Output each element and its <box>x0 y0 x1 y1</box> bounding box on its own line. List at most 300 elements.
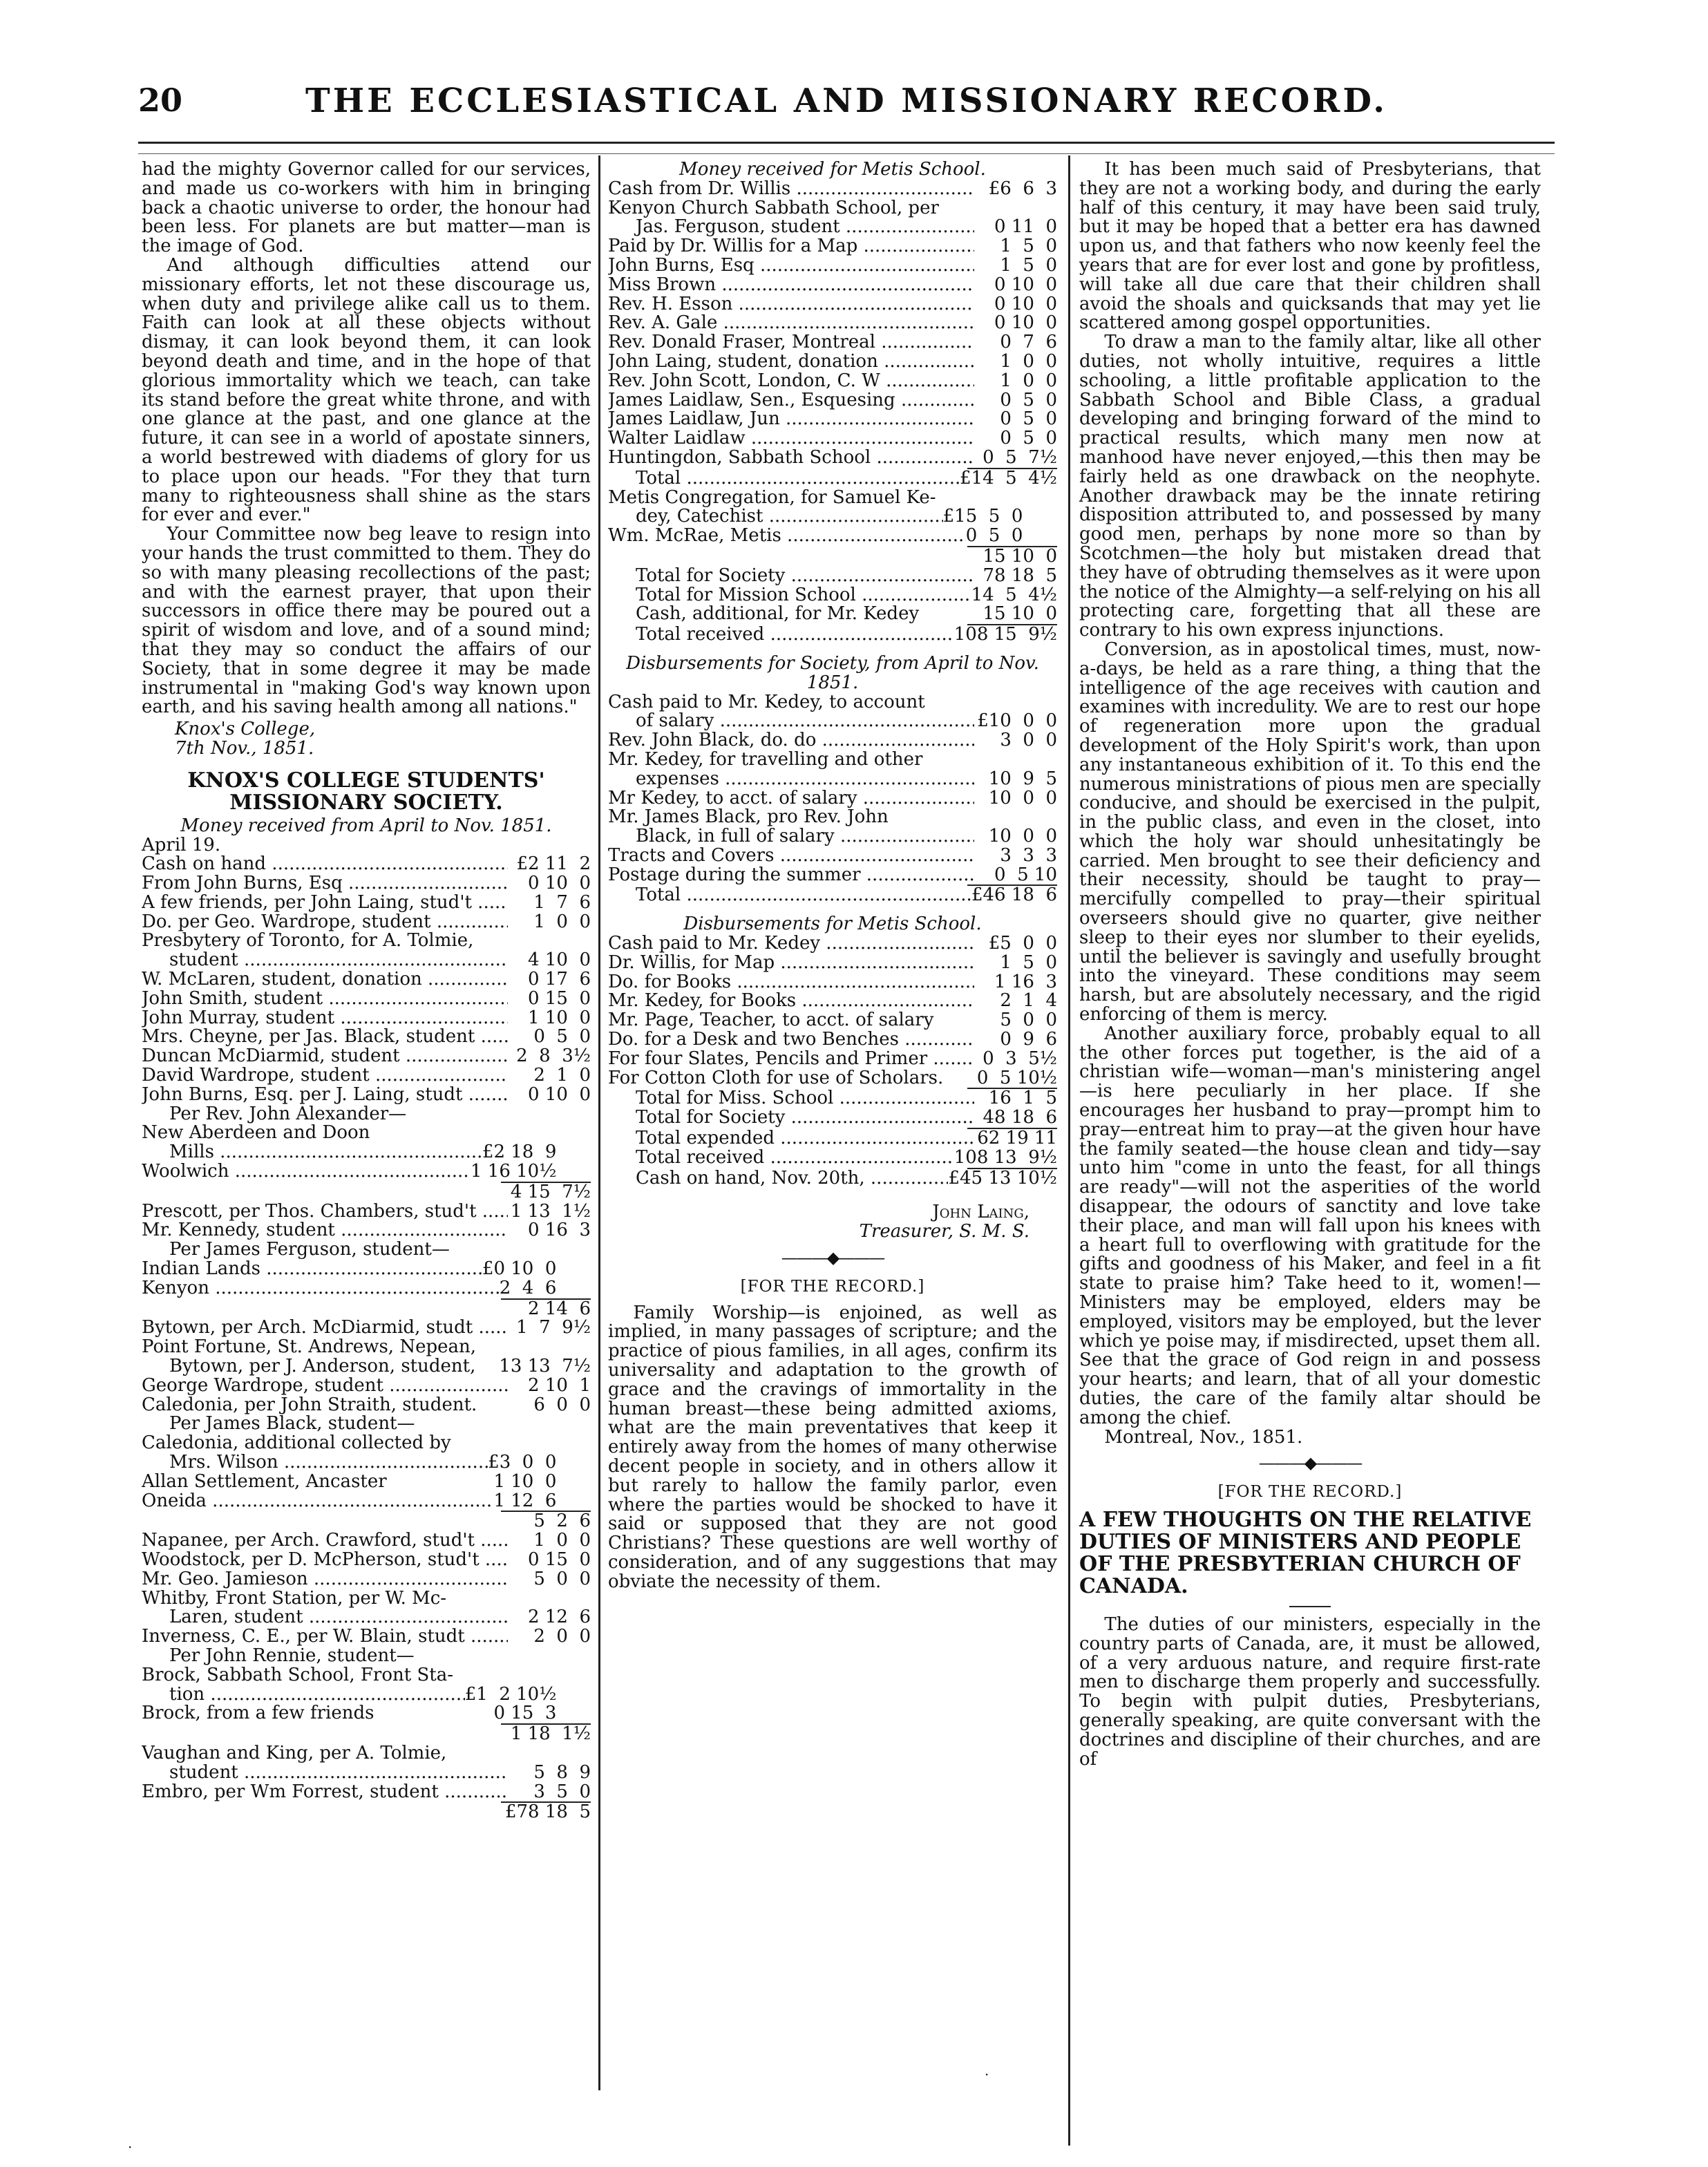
ledger-row <box>142 1666 591 1685</box>
ledger-row <box>142 1492 591 1511</box>
ledger-row <box>608 846 1057 866</box>
ledger-amount: 1 10 0 <box>528 1007 591 1028</box>
ledger-label: Metis Congregation, for Samuel Ke- <box>608 488 936 508</box>
ledger-row <box>142 1570 591 1589</box>
signature-block <box>175 720 591 759</box>
ledger-row <box>608 625 1057 645</box>
ledger-label: John Smith, student ..... <box>142 990 508 1009</box>
ledger-amount: 0 10 0 <box>528 1084 591 1105</box>
running-title: THE ECCLESIASTICAL AND MISSIONARY RECORD. <box>305 82 1387 120</box>
paragraph: Family Worship—is enjoined, as well as implied, in many passages of scripture; and the practice of pious families, in all ages, confirm its universality and adaptation to the growth of grace and the cravings of immortality in the human breast—these being admitted axioms, what are the main preventatives that keep it entirely away from the homes of many otherwise decent people in society, and in others allow it but rarely to hallow the family parlor, even where the parties would be shocked to have it said or supposed that they are not good Christians? These questions are well worthy of consideration, and of any suggestions that may obviate the necessity of them. <box>608 1302 1057 1592</box>
section-subheading: Money received from April to Nov. 1851. <box>180 815 552 836</box>
ledger-label: Mills ..... <box>142 1143 482 1162</box>
ledger-amount: 0 5 0 <box>965 525 1057 547</box>
ledger-row <box>142 1357 591 1376</box>
column-1 <box>142 160 591 1822</box>
ledger-label: student ..... <box>142 951 508 970</box>
header-rule <box>138 142 1555 154</box>
ledger-amount: 0 5 0 <box>1000 428 1057 449</box>
ledger-row <box>142 1221 591 1240</box>
ledger-row <box>142 1240 591 1260</box>
ledger-label: Per James Black, student— <box>169 1414 415 1435</box>
print-mark: · <box>128 2139 133 2155</box>
ledger-amount: 1 7 6 <box>533 891 591 913</box>
ledger-amount: £2 18 9 <box>482 1142 591 1163</box>
ledger-label: Total ..... <box>608 886 971 905</box>
ledger-label: Walter Laidlaw ..... <box>608 429 974 448</box>
paragraph: It has been much said of Presbyterians, that they are not a working body, and during the early half of this century, it may have been said truly, but it may be hoped that a better era has dawned upon us, and that fathers who now keenly feel the years that are for ever lost and gone by profitless, will take all due care that their children shall avoid the shoals and quicksands that may yet lie scattered among gospel opportunities. <box>1079 159 1541 334</box>
ledger-label: For Cotton Cloth for use of Scholars. <box>608 1068 944 1088</box>
ledger-label: Kenyon Church Sabbath School, per <box>608 198 939 218</box>
ledger-amount: 15 10 0 <box>983 545 1057 567</box>
ledger-label: Miss Brown ..... <box>608 276 974 295</box>
ledger-row <box>608 1030 1057 1050</box>
ledger-label: Rev. H. Esson ..... <box>608 295 974 314</box>
ledger-label: Rev. Donald Fraser, Montreal ..... <box>608 333 974 352</box>
ledger-amount: 2 12 6 <box>528 1607 591 1628</box>
column-divider <box>1068 155 1070 2146</box>
ledger-row <box>142 1143 591 1162</box>
ledger-label: Jas. Ferguson, student ..... <box>608 218 974 237</box>
ledger-amount: £6 6 3 <box>988 178 1057 199</box>
ledger-label: Total for Society ..... <box>608 567 974 586</box>
ledger-amount: £45 13 10½ <box>948 1167 1057 1189</box>
ledger-amount: 0 17 6 <box>528 969 591 990</box>
society-disbursements-ledger <box>608 693 1057 906</box>
metis-receipts-ledger <box>608 180 1057 645</box>
for-the-record: [FOR THE RECORD.] <box>1217 1483 1403 1502</box>
ledger-label: Total received ..... <box>608 1148 954 1168</box>
ledger-row <box>608 731 1057 750</box>
ledger-label: Napanee, per Arch. Crawford, stud't ..... <box>142 1531 508 1551</box>
ledger-amount: £10 0 0 <box>977 710 1057 732</box>
ledger-amount: 0 10 0 <box>994 293 1057 314</box>
ledger-label: Mrs. Cheyne, per Jas. Black, student ..... <box>142 1028 508 1047</box>
ledger-row <box>608 866 1057 885</box>
ledger-row <box>608 789 1057 808</box>
ledger-row <box>142 1704 591 1723</box>
ledger-amount: £0 10 0 <box>482 1258 591 1280</box>
ledger-row <box>608 547 1057 567</box>
ledger-amount: 1 13 1½ <box>510 1200 591 1222</box>
ledger-row <box>608 507 1057 527</box>
ledger-label: Embro, per Wm Forrest, student ..... <box>142 1783 508 1802</box>
ledger-amount: 1 10 0 <box>493 1470 591 1492</box>
ledger-row <box>142 1009 591 1028</box>
ledger-label: Woodstock, per D. McPherson, stud't ..... <box>142 1551 508 1570</box>
ledger-label: Inverness, C. E., per W. Blain, studt ..... <box>142 1627 508 1647</box>
ledger-row <box>608 567 1057 586</box>
ledger-row <box>142 1318 591 1338</box>
ledger-amount: 1 0 0 <box>533 1530 591 1551</box>
ledger-row <box>142 1162 591 1182</box>
ledger-label: Dr. Willis, for Map ..... <box>608 954 974 973</box>
ledger-row <box>142 1279 591 1298</box>
ledger-row <box>608 1050 1057 1069</box>
ledger-amount: 13 13 7½ <box>499 1356 591 1377</box>
ledger-row <box>142 1434 591 1453</box>
ledger-amount: £14 5 4½ <box>960 467 1057 489</box>
ledger-row <box>142 1414 591 1434</box>
ledger-amount: 48 18 6 <box>983 1107 1057 1128</box>
ledger-label: Brock, Sabbath School, Front Sta- <box>142 1665 453 1685</box>
ledger-row <box>608 992 1057 1011</box>
ledger-amount: 3 0 0 <box>1000 730 1057 751</box>
ledger-row <box>142 1551 591 1570</box>
ledger-label: Cash on hand, Nov. 20th, ..... <box>608 1169 948 1189</box>
ledger-row <box>142 1066 591 1086</box>
ledger-label: David Wardrope, student ..... <box>142 1066 508 1086</box>
ledger-label: Brock, from a few friends <box>142 1704 374 1724</box>
print-mark: · <box>985 2066 989 2083</box>
column-3 <box>1079 160 1541 1769</box>
ledger-label: James Laidlaw, Sen., Esquesing ..... <box>608 391 974 410</box>
ledger-amount: £3 0 0 <box>488 1452 591 1473</box>
ledger-row <box>608 827 1057 846</box>
ledger-label: Cash, additional, for Mr. Kedey <box>636 605 920 625</box>
ledger-amount: 0 5 0 <box>1000 408 1057 430</box>
ledger-row <box>608 808 1057 827</box>
ledger-row <box>608 1011 1057 1030</box>
ledger-amount: 2 4 6 <box>499 1277 591 1298</box>
ledger-row <box>608 314 1057 333</box>
ledger-amount: 0 5 10 <box>994 864 1057 885</box>
ledger-amount: 6 0 0 <box>533 1394 591 1415</box>
ledger-row <box>142 1531 591 1551</box>
paragraph: had the mighty Governor called for our services, and made us co-workers with him in bringing back a chaotic universe to order, the honour had been less. For planets are but matter—man is the image of God. <box>142 159 591 257</box>
sign-date: 7th Nov., 1851. <box>175 737 314 759</box>
ledger-label: dey, Catechist ..... <box>608 507 943 527</box>
date-line: April 19. <box>142 834 221 855</box>
ledger-label: Mr. James Black, pro Rev. John <box>608 808 889 828</box>
ledger-label: Total ..... <box>608 469 960 489</box>
paragraph: Your Committee now beg leave to resign into your hands the trust committed to them. They do so with many pleasing recollections of the past; and with the earnest prayer, that upon their successors in office there may be poured out a spirit of wisdom and love, and of a sound mind; that they may so conduct the affairs of our Society, that in some degree it may be made instrumental in "making God's way known upon earth, and his saving health among all nations." <box>142 524 591 718</box>
ledger-amount: 78 18 5 <box>983 565 1057 586</box>
ledger-amount: 2 0 0 <box>533 1626 591 1647</box>
ledger-row <box>608 333 1057 352</box>
ledger-row <box>142 1028 591 1047</box>
ledger-row <box>608 712 1057 731</box>
ledger-amount: 0 5 10½ <box>976 1067 1057 1088</box>
ledger-amount: 1 5 0 <box>1000 236 1057 257</box>
ledger-label: Per John Rennie, student— <box>169 1646 415 1666</box>
ledger-label: Do. for Books ..... <box>608 973 974 992</box>
ledger-row <box>608 1089 1057 1108</box>
ledger-row <box>608 199 1057 218</box>
page-number: 20 <box>138 82 183 119</box>
ledger-row <box>142 1744 591 1763</box>
sign-place: Knox's College, <box>175 719 316 740</box>
ledger-label: Postage during the summer ..... <box>608 866 974 885</box>
for-the-record: [FOR THE RECORD.] <box>740 1277 925 1296</box>
ledger-amount: 0 5 0 <box>1000 389 1057 410</box>
section-subheading: Disbursements for Society, from April to Nov. 1851. <box>626 652 1039 693</box>
ornament-rule: ———◆——— <box>1258 1453 1362 1473</box>
ledger-row <box>142 1396 591 1415</box>
ledger-label: James Laidlaw, Jun ..... <box>608 410 974 429</box>
article-heading: A FEW THOUGHTS ON THE RELATIVE DUTIES OF MINISTERS AND PEOPLE OF THE PRESBYTERIAN CHURCH OF CANADA. <box>1079 1507 1532 1598</box>
ledger-amount: 0 15 0 <box>528 987 591 1009</box>
ledger-row <box>608 693 1057 712</box>
ledger-label: Bytown, per Arch. McDiarmid, studt ..... <box>142 1318 508 1338</box>
ledger-label: Bytown, per J. Anderson, student, <box>169 1357 476 1376</box>
ledger-row <box>142 1338 591 1357</box>
ledger-label: Wm. McRae, Metis ..... <box>608 527 966 546</box>
ledger-row <box>142 1470 591 1492</box>
section-subheading: Disbursements for Metis School. <box>683 914 982 935</box>
ledger-row <box>142 931 591 951</box>
ledger-row <box>608 429 1057 448</box>
ledger-label: Kenyon ..... <box>142 1279 500 1298</box>
ledger-row <box>142 1376 591 1396</box>
ledger-label: Mrs. Wilson ..... <box>142 1453 488 1473</box>
column-divider <box>598 155 600 2090</box>
ledger-row <box>608 410 1057 429</box>
ledger-row <box>608 1108 1057 1128</box>
ledger-row <box>608 1169 1057 1189</box>
ledger-label: Allan Settlement, Ancaster <box>142 1472 387 1492</box>
ledger-label: Cash from Dr. Willis ..... <box>608 180 974 199</box>
ledger-amount: 1 0 0 <box>1000 370 1057 391</box>
ledger-label: John Burns, Esq. per J. Laing, studt ..... <box>142 1086 508 1105</box>
ledger-row <box>608 527 1057 546</box>
ledger-label: tion ..... <box>142 1685 465 1705</box>
ledger-label: Do. per Geo. Wardrope, student ..... <box>142 913 508 932</box>
ledger-label: Oneida ..... <box>142 1492 493 1511</box>
ledger-label: Rev. John Scott, London, C. W ..... <box>608 372 974 391</box>
ledger-label: Black, in full of salary ..... <box>608 827 974 846</box>
ledger-label: Per Rev. John Alexander— <box>169 1104 407 1124</box>
ledger-amount: 0 5 7½ <box>983 446 1057 468</box>
ledger-amount: £1 2 10½ <box>464 1683 591 1705</box>
ledger-label: Indian Lands ..... <box>142 1260 482 1279</box>
ledger-row <box>608 295 1057 314</box>
ledger-label: Vaughan and King, per A. Tolmie, <box>142 1743 447 1763</box>
ledger-label: New Aberdeen and Doon <box>142 1124 370 1144</box>
ledger-label: John Laing, student, donation ..... <box>608 352 974 372</box>
ledger-amount: 15 10 0 <box>983 603 1057 625</box>
ledger-amount: 0 10 0 <box>994 274 1057 295</box>
ledger-amount: 1 16 10½ <box>470 1161 591 1182</box>
ledger-row <box>142 1105 591 1124</box>
ledger-row <box>142 1300 591 1319</box>
ledger-label: From John Burns, Esq ..... <box>142 874 508 893</box>
ledger-amount: 0 15 3 <box>493 1703 591 1724</box>
ledger-amount: 1 12 6 <box>493 1490 591 1511</box>
section-subheading: Money received for Metis School. <box>679 159 986 180</box>
ledger-row <box>608 954 1057 973</box>
ledger-row <box>608 469 1057 489</box>
ledger-row <box>608 973 1057 992</box>
ledger-row <box>142 1047 591 1066</box>
ledger-row <box>608 586 1057 605</box>
ledger-label: Tracts and Covers ..... <box>608 846 974 866</box>
ledger-amount: 0 9 6 <box>1000 1029 1057 1050</box>
ledger-amount: 1 18 1½ <box>510 1723 591 1745</box>
ledger-amount: 1 0 0 <box>533 911 591 932</box>
ledger-label: W. McLaren, student, donation ..... <box>142 970 508 990</box>
ledger-row <box>608 256 1057 276</box>
signer-name: John Laing, <box>932 1202 1029 1223</box>
paragraph: And although difficulties attend our missionary efforts, let not these discourage us, when duty and privilege alike call us to them. Faith can look at all these objects without dismay, it can look beyond them, it can look beyond death and time, and in the hope of that glorious immortality which we teach, can take its stand before the great white throne, and with one glance at the past, and one glance at the future, it can see in a world of apostate sinners, a world bestrewed with diadems of glory for us to place upon our heads. "For they that turn many to righteousness shall shine as the stars for ever and ever." <box>142 254 591 526</box>
short-rule <box>1289 1606 1331 1607</box>
ledger-label: Whitby, Front Station, per W. Mc- <box>142 1589 447 1609</box>
ledger-label: Total received ..... <box>608 625 954 645</box>
ledger-amount: 2 10 1 <box>528 1374 591 1396</box>
ledger-amount: £5 0 0 <box>988 933 1057 954</box>
ledger-row <box>142 893 591 913</box>
ledger-row <box>608 605 1057 624</box>
ledger-amount: 0 7 6 <box>1000 332 1057 353</box>
ledger-amount: 2 1 4 <box>1000 990 1057 1012</box>
ledger-amount: 3 5 0 <box>533 1781 591 1802</box>
ledger-amount: 10 0 0 <box>988 787 1057 808</box>
paragraph: The duties of our ministers, especially in the country parts of Canada, are, it must be allowed, of a very arduous nature, and require first-rate men to discharge them properly and successfully. To begin with pulpit duties, Presbyterians, generally speaking, are quite conversant with the doctrines and discipline of their churches, and are of <box>1079 1614 1541 1770</box>
paragraph: Conversion, as in apostolical times, must, now-a-days, be held as a rare thing, a thing that the intelligence of the age receives with caution and examines with incredulity. We are to rest our hope of regeneration more upon the gradual development of the Holy Spirit's work, than upon any instantaneous exhibition of it. To this end the numerous ministrations of pious men are specially conducive, and should be exercised in the pulpit, in the public class, and even in the closet, into which the holy war should unhesitatingly be carried. Men brought to see their deficiency and their necessity, should be taught to pray—mercifully compelled to pray—their spiritual overseers should give no quarter, give neither sleep to their eyes nor slumber to their eyelids, until the believer is savingly and usefully brought into the vineyard. These conditions may seem harsh, but are absolutely necessary, and the rigid enforcing of them is mercy. <box>1079 638 1541 1025</box>
ledger-label: Caledonia, per John Straith, student. <box>142 1395 477 1415</box>
ledger-amount: 0 10 0 <box>994 312 1057 334</box>
ledger-row <box>608 886 1057 905</box>
ledger-row <box>608 934 1057 954</box>
ledger-amount: 1 0 0 <box>1000 350 1057 372</box>
ledger-amount: 4 10 0 <box>528 949 591 971</box>
ledger-label: Cash paid to Mr. Kedey ..... <box>608 934 974 954</box>
ledger-label: Mr Kedey, to acct. of salary ..... <box>608 789 974 808</box>
ledger-row <box>608 391 1057 410</box>
ledger-label: Cash on hand ..... <box>142 855 508 874</box>
ornament-rule: ———◆——— <box>781 1248 884 1268</box>
ledger-amount: 0 3 5½ <box>983 1048 1057 1069</box>
ledger-label: Woolwich ..... <box>142 1162 471 1182</box>
ledger-label: expenses ..... <box>608 770 974 789</box>
ledger-amount: £2 11 2 <box>516 853 591 875</box>
ledger-label: Total expended ..... <box>608 1129 974 1148</box>
column-2 <box>608 160 1057 1592</box>
ledger-amount: 2 8 3½ <box>516 1045 591 1067</box>
ledger-amount: 62 19 11 <box>977 1128 1057 1149</box>
ledger-amount: 14 5 4½ <box>971 584 1057 605</box>
ledger-amount: 0 10 0 <box>528 873 591 894</box>
paragraph: To draw a man to the family altar, like all other duties, not wholly intuitive, requires a little schooling, a little profitable application to the Sabbath School and Bible Class, a gradual developing and bringing forward of the mind to practical results, which many men now at manhood have never enjoyed,—this then may be fairly held as one drawback on the neophyte. Another drawback may be the innate retiring disposition attributed to, and possessed by many good men, perhaps by none more so than by Scotchmen—the holy but mistaken dread that they have of obtruding themselves as it were upon the notice of the Almighty—a self-relying on his all protecting care, forgetting that all these are contrary to his own express injunctions. <box>1079 332 1541 641</box>
ledger-label: Duncan McDiarmid, student ..... <box>142 1047 508 1066</box>
ledger-label: Mr. Geo. Jamieson ..... <box>142 1570 508 1589</box>
ledger-amount: 1 5 0 <box>1000 254 1057 276</box>
ledger-amount: 5 2 6 <box>533 1511 591 1532</box>
ledger-amount: 5 0 0 <box>533 1568 591 1589</box>
ledger-row <box>608 276 1057 295</box>
ledger-amount: 108 13 9½ <box>953 1146 1057 1168</box>
ledger-label: student ..... <box>142 1763 508 1783</box>
ledger-label: of salary ..... <box>608 712 974 731</box>
ledger-row <box>608 770 1057 789</box>
ledger-amount: 1 7 9½ <box>516 1317 591 1338</box>
page-header <box>138 82 1555 130</box>
ledger-amount: 1 16 3 <box>994 971 1057 992</box>
ledger-label: Point Fortune, St. Andrews, Nepean, <box>142 1338 476 1358</box>
ledger-label: Total for Society ..... <box>608 1108 974 1128</box>
ledger-label: John Burns, Esq ..... <box>608 256 974 276</box>
ledger-row <box>608 489 1057 508</box>
ledger-label: A few friends, per John Laing, stud't ..... <box>142 893 508 913</box>
ledger-amount: 2 1 0 <box>533 1065 591 1086</box>
ledger-row <box>608 352 1057 372</box>
dateline: Montreal, Nov., 1851. <box>1104 1426 1303 1448</box>
ledger-amount: 0 11 0 <box>994 216 1057 238</box>
ledger-row <box>608 237 1057 256</box>
receipts-ledger <box>142 855 591 1822</box>
ledger-row <box>142 874 591 893</box>
ledger-label: Total for Miss. School ..... <box>608 1089 974 1108</box>
ledger-amount: 0 16 3 <box>528 1220 591 1241</box>
ledger-label: For four Slates, Pencils and Primer ..... <box>608 1050 974 1069</box>
ledger-row <box>608 448 1057 468</box>
ledger-label: Rev. John Black, do. do ..... <box>608 731 974 750</box>
ledger-label: John Murray, student ..... <box>142 1009 508 1028</box>
ledger-label: Cash paid to Mr. Kedey, to account <box>608 692 925 712</box>
ledger-amount: 0 5 0 <box>533 1026 591 1048</box>
metis-disbursements-ledger <box>608 934 1057 1188</box>
ledger-row <box>142 1627 591 1647</box>
ledger-row <box>142 1647 591 1666</box>
ledger-label: Do. for a Desk and two Benches ..... <box>608 1030 974 1050</box>
ledger-row <box>142 1453 591 1473</box>
ledger-amount: £15 5 0 <box>942 506 1057 527</box>
paragraph: Another auxiliary force, probably equal to all the other forces put together, is the aid of a christian wife—woman—man's ministering angel—is here peculiarly in her place. If she encourages her husband to pray—prompt him to pray—entreat him to pray—at the given hour have the family seated—the house clean and tidy—say unto him "come in unto the feast, for all things are ready"—will not the asperities of the world disappear, the odours of sanctity and love take their place, and man will fall upon his knees with a heart full to overflowing with gratitude for the gifts and goodness of his Maker, and feel in a fit state to praise him? Take heed to it, women!—Ministers may be employed, elders may be employed, visitors may be employed, but the lever which ye poise may, if misdirected, upset them all. See that the grace of God reign in and possess your hearts; and learn, that of all your domestic duties, the care of the family altar should be among the chief. <box>1079 1023 1541 1428</box>
ledger-label: Caledonia, additional collected by <box>142 1434 451 1453</box>
ledger-row <box>608 372 1057 391</box>
ledger-amount: 108 15 9½ <box>953 624 1057 645</box>
ledger-row <box>142 1202 591 1222</box>
ledger-label: Mr. Page, Teacher, to acct. of salary <box>608 1011 934 1031</box>
ledger-amount: 2 14 6 <box>528 1298 591 1319</box>
ledger-amount: 3 3 3 <box>1000 844 1057 866</box>
ledger-row <box>142 913 591 932</box>
ledger-amount: £78 18 5 <box>504 1801 591 1823</box>
ledger-label: Mr. Kedey, for Books ..... <box>608 992 974 1011</box>
ledger-row <box>608 1129 1057 1148</box>
ledger-amount: 16 1 5 <box>988 1088 1057 1109</box>
ledger-label: Mr. Kedey, for travelling and other <box>608 750 923 770</box>
treasurer-signature <box>608 1203 1057 1242</box>
ledger-amount: 1 5 0 <box>1000 952 1057 973</box>
ledger-amount: 4 15 7½ <box>510 1181 591 1202</box>
ledger-amount: £46 18 6 <box>971 884 1057 906</box>
ledger-row <box>608 180 1057 199</box>
ledger-row <box>608 750 1057 770</box>
ledger-label: Mr. Kennedy, student ..... <box>142 1221 508 1240</box>
ledger-row <box>142 1512 591 1531</box>
ledger-row <box>142 855 591 874</box>
ledger-label: Presbytery of Toronto, for A. Tolmie, <box>142 931 474 952</box>
ledger-row <box>142 1803 591 1822</box>
ledger-row <box>142 1260 591 1279</box>
ledger-label: Prescott, per Thos. Chambers, stud't ..... <box>142 1202 508 1222</box>
ledger-amount: 0 15 0 <box>528 1549 591 1570</box>
ledger-row <box>142 1124 591 1143</box>
ledger-amount: 10 9 5 <box>988 768 1057 789</box>
section-heading: KNOX'S COLLEGE STUDENTS' MISSIONARY SOCIETY. <box>187 768 545 815</box>
ledger-amount: 5 0 0 <box>1000 1010 1057 1031</box>
ledger-label: George Wardrope, student ..... <box>142 1376 508 1396</box>
ledger-row <box>142 1725 591 1744</box>
ledger-row <box>142 951 591 970</box>
ledger-label: Total for Mission School ..... <box>608 586 971 605</box>
ledger-row <box>142 1086 591 1105</box>
ledger-row <box>608 218 1057 237</box>
ledger-label: Rev. A. Gale ..... <box>608 314 974 333</box>
ledger-row <box>608 1148 1057 1168</box>
ledger-row <box>142 970 591 990</box>
